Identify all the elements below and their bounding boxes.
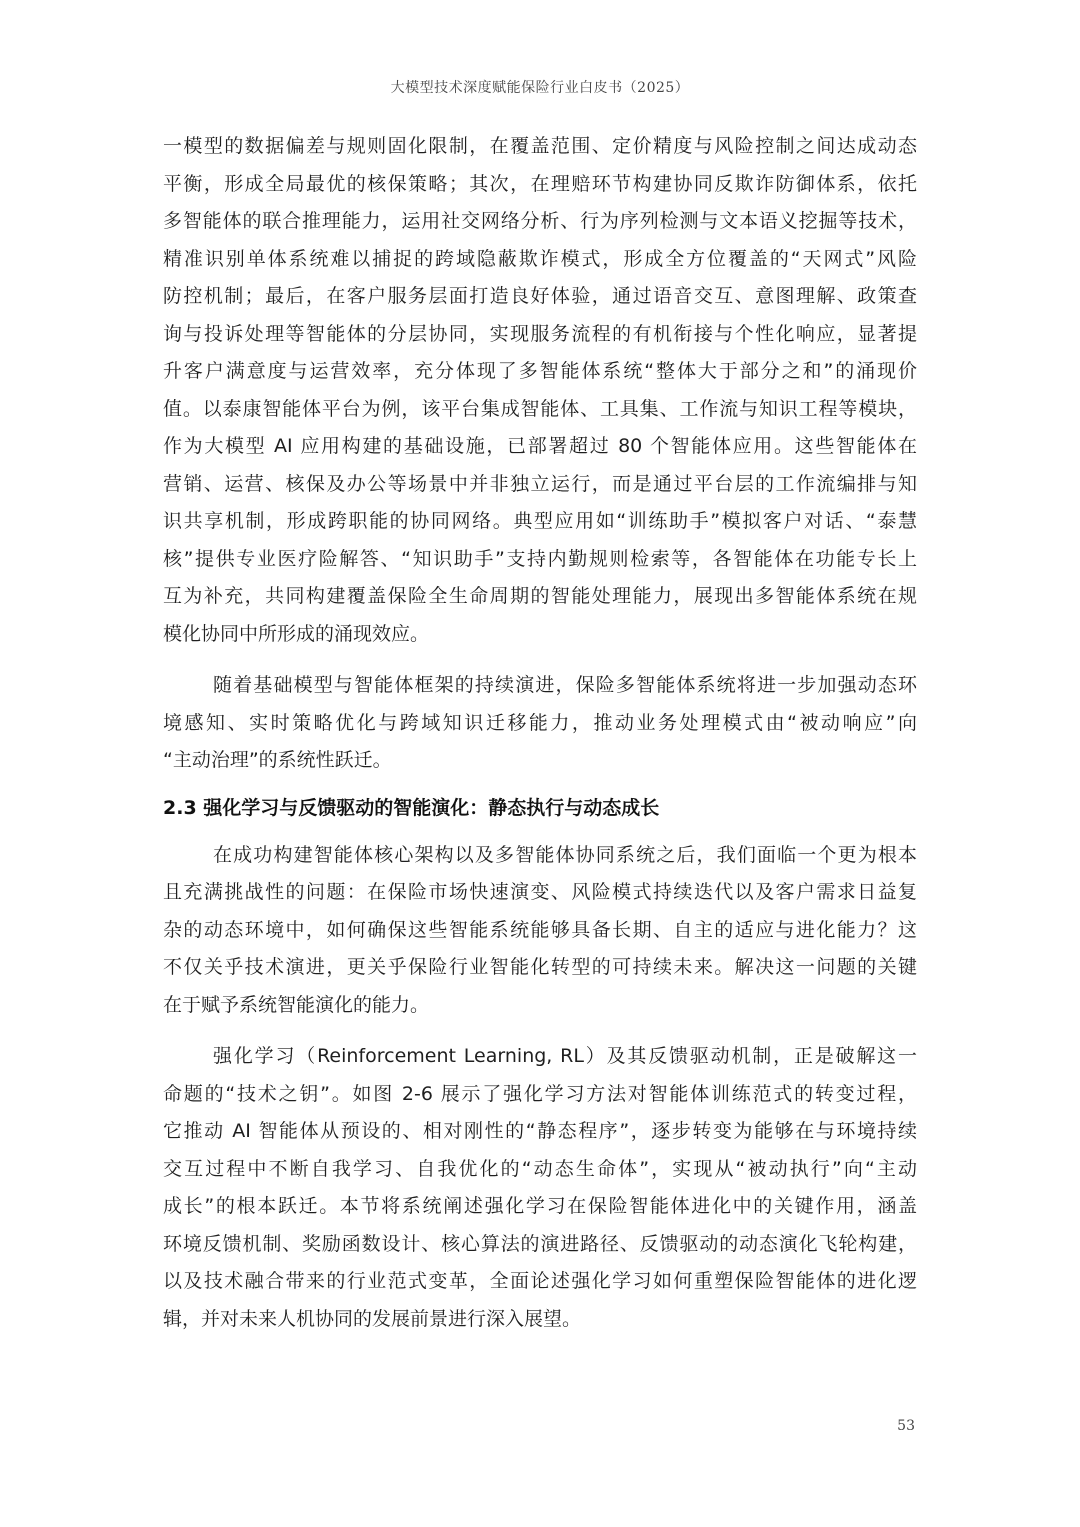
text-line: 杂的动态环境中，如何确保这些智能系统能够具备长期、自主的适应与进化能力？这 — [163, 918, 917, 941]
text-line: 精准识别单体系统难以捕捉的跨域隐蔽欺诈模式，形成全方位覆盖的“天网式”风险 — [163, 247, 917, 270]
text-line: 询与投诉处理等智能体的分层协同，实现服务流程的有机衔接与个性化响应，显著提 — [163, 322, 917, 345]
text-line: 不仅关乎技术演进，更关乎保险行业智能化转型的可持续未来。解决这一问题的关键 — [163, 956, 917, 978]
text-line: 一模型的数据偏差与规则固化限制，在覆盖范围、定价精度与风险控制之间达成动态 — [163, 135, 917, 157]
running-header: 大模型技术深度赋能保险行业白皮书（2025） — [390, 80, 690, 96]
paragraph-multi-agent-collaboration — [163, 128, 917, 653]
text-line: 随着基础模型与智能体框架的持续演进，保险多智能体系统将进一步加强动态环 — [213, 674, 917, 696]
page-content — [163, 128, 917, 1338]
text-line: 强化学习（Reinforcement Learning, RL）及其反馈驱动机制，正是破解这一 — [213, 1045, 917, 1067]
text-line: 值。以泰康智能体平台为例，该平台集成智能体、工具集、工作流与知识工程等模块， — [163, 397, 917, 420]
text-line: 以及技术融合带来的行业范式变革，全面论述强化学习如何重塑保险智能体的进化逻 — [163, 1270, 917, 1292]
text-line: 境感知、实时策略优化与跨域知识迁移能力，推动业务处理模式由“被动响应”向 — [163, 711, 917, 734]
text-line: 且充满挑战性的问题：在保险市场快速演变、风险模式持续迭代以及客户需求日益复 — [163, 881, 917, 903]
text-line: 核”提供专业医疗险解答、“知识助手”支持内勤规则检索等，各智能体在功能专长上 — [163, 547, 917, 570]
page-number: 53 — [897, 1418, 915, 1434]
text-line: 平衡，形成全局最优的核保策略；其次，在理赔环节构建协同反欺诈防御体系，依托 — [163, 172, 917, 195]
text-line: 命题的“技术之钥”。如图 2-6 展示了强化学习方法对智能体训练范式的转变过程， — [163, 1082, 917, 1105]
paragraph-adaptive-evolution-problem — [163, 837, 917, 1025]
text-line: 作为大模型 AI 应用构建的基础设施，已部署超过 80 个智能体应用。这些智能体在 — [163, 435, 917, 457]
text-line: 互为补充，共同构建覆盖保险全生命周期的智能处理能力，展现出多智能体系统在规 — [163, 585, 917, 607]
section-heading-2-3: 2.3 强化学习与反馈驱动的智能演化：静态执行与动态成长 — [163, 796, 660, 819]
paragraph-reinforcement-learning — [163, 1038, 917, 1338]
text-line: “主动治理”的系统性跃迁。 — [163, 749, 392, 771]
text-line: 防控机制；最后，在客户服务层面打造良好体验，通过语音交互、意图理解、政策查 — [163, 285, 917, 307]
text-line: 交互过程中不断自我学习、自我优化的“动态生命体”，实现从“被动执行”向“主动 — [163, 1157, 917, 1180]
text-line: 环境反馈机制、奖励函数设计、核心算法的演进路径、反馈驱动的动态演化飞轮构建， — [163, 1232, 917, 1255]
text-line: 它推动 AI 智能体从预设的、相对刚性的“静态程序”，逐步转变为能够在与环境持续 — [163, 1120, 917, 1142]
text-line: 营销、运营、核保及办公等场景中并非独立运行，而是通过平台层的工作流编排与知 — [163, 472, 917, 495]
text-line: 识共享机制，形成跨职能的协同网络。典型应用如“训练助手”模拟客户对话、“泰慧 — [163, 510, 917, 532]
paragraph-evolution-outlook — [163, 667, 917, 780]
text-line: 在于赋予系统智能演化的能力。 — [163, 993, 430, 1016]
text-line: 多智能体的联合推理能力，运用社交网络分析、行为序列检测与文本语义挖掘等技术， — [163, 210, 917, 232]
text-line: 模化协同中所形成的涌现效应。 — [163, 622, 430, 645]
text-line: 成长”的根本跃迁。本节将系统阐述强化学习在保险智能体进化中的关键作用，涵盖 — [163, 1195, 917, 1217]
text-line: 在成功构建智能体核心架构以及多智能体协同系统之后，我们面临一个更为根本 — [213, 843, 917, 866]
text-line: 升客户满意度与运营效率，充分体现了多智能体系统“整体大于部分之和”的涌现价 — [163, 360, 917, 382]
text-line: 辑，并对未来人机协同的发展前景进行深入展望。 — [163, 1307, 582, 1330]
